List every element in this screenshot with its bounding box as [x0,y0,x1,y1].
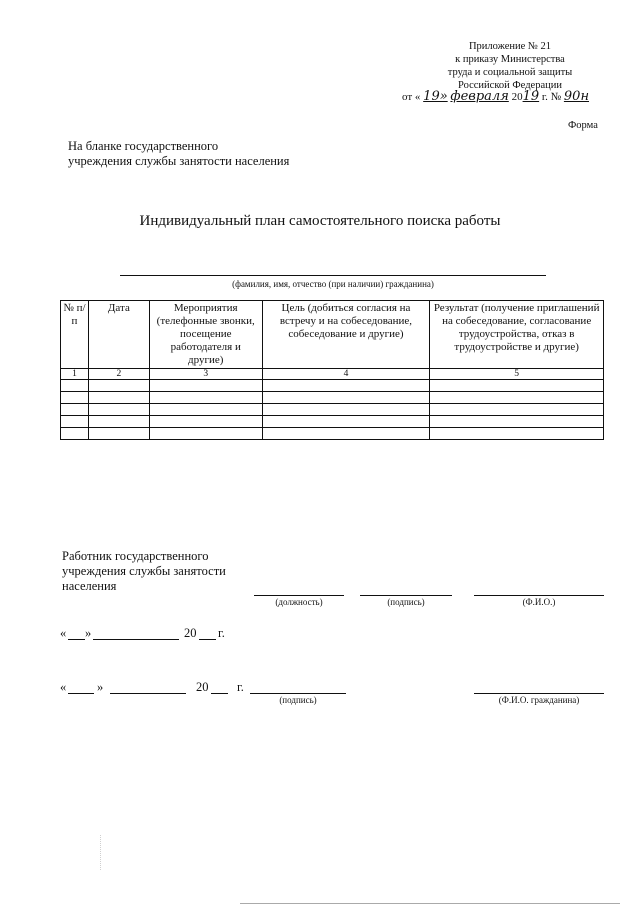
col-number: 1 [61,369,89,380]
citizen-name-line [120,275,546,276]
quote-open: « [60,680,67,694]
table-cell[interactable] [149,428,262,440]
table-cell[interactable] [149,392,262,404]
worker-label-line2: учреждения службы занятости [62,564,226,578]
table-cell[interactable] [88,428,149,440]
month-blank[interactable] [110,693,186,694]
handwritten-day: 19» [423,89,448,104]
table-row [61,404,604,416]
worker-label-line1: Работник государственного [62,549,209,563]
date-prefix: от « [402,91,421,103]
table-cell[interactable] [430,404,604,416]
order-date-line [402,89,617,104]
table-cell[interactable] [61,392,89,404]
table-cell[interactable] [430,380,604,392]
col-header-activities: Мероприятия (телефонные звонки, посещение работодателя и другие) [149,301,262,369]
appendix-order: к приказу Министерства [455,54,565,65]
table-cell[interactable] [88,380,149,392]
table-header-row [61,301,604,369]
quote-close: » [97,680,104,694]
table-cell[interactable] [149,404,262,416]
page-title: Индивидуальный план самостоятельного поиска работы [139,213,501,229]
col-header-number: № п/п [61,301,89,369]
month-blank[interactable] [93,639,179,640]
scan-artifact [100,835,101,870]
table-cell[interactable] [149,380,262,392]
form-label: Форма [568,120,598,131]
plan-table [60,300,604,440]
worker-label [62,549,226,594]
col-number: 4 [262,369,430,380]
table-cell[interactable] [430,428,604,440]
table-cell[interactable] [262,428,430,440]
table-cell[interactable] [61,404,89,416]
number-prefix: г. № [541,91,562,103]
worker-fio-line[interactable] [474,595,604,596]
table-row [61,428,604,440]
citizen-name-caption: (фамилия, имя, отчество (при наличии) гражданина) [232,279,434,289]
table-cell[interactable] [149,416,262,428]
citizen-signature-line[interactable] [250,693,346,694]
letterhead-line1: На бланке государственного [68,139,219,153]
worker-label-line3: населения [62,579,117,593]
year-prefix: 20 [196,680,209,694]
worker-signature-caption: (подпись) [387,597,425,607]
quote-close: » [85,626,92,640]
year-prefix: 20 [184,626,197,640]
worker-fio-caption: (Ф.И.О.) [522,597,556,607]
year-suffix: г. [218,626,225,640]
table-row [61,392,604,404]
table-cell[interactable] [262,380,430,392]
worker-signature-line[interactable] [360,595,452,596]
day-blank[interactable] [68,693,94,694]
citizen-signature-caption: (подпись) [279,695,317,705]
table-cell[interactable] [61,380,89,392]
col-number: 2 [88,369,149,380]
table-cell[interactable] [262,416,430,428]
year-blank[interactable] [199,639,216,640]
citizen-fio-caption: (Ф.И.О. гражданина) [498,695,580,705]
appendix-number: Приложение № 21 [468,41,552,52]
year-prefix: 20 [511,91,523,103]
table-cell[interactable] [430,392,604,404]
position-caption: (должность) [275,597,323,607]
col-header-goal: Цель (добиться согласия на встречу и на собеседование, собеседование и другие) [262,301,430,369]
col-header-date: Дата [88,301,149,369]
handwritten-year: 19 [522,89,540,104]
table-row [61,416,604,428]
col-number: 3 [149,369,262,380]
table-cell[interactable] [88,416,149,428]
scan-edge-line [240,903,620,904]
col-header-result: Результат (получение приглашений на собеседование, согласование трудоустройства, отказ в трудоустройстве и другие) [430,301,604,369]
day-blank[interactable] [68,639,85,640]
letterhead [68,139,289,169]
table-cell[interactable] [262,392,430,404]
table-cell[interactable] [61,416,89,428]
table-cell[interactable] [88,392,149,404]
handwritten-month: февраля [450,89,509,104]
letterhead-line2: учреждения службы занятости населения [68,154,290,168]
handwritten-number: 90н [563,89,590,104]
table-row [61,380,604,392]
citizen-fio-line[interactable] [474,693,604,694]
table-cell[interactable] [262,404,430,416]
year-suffix: г. [237,680,244,694]
appendix-country: Российской Федерации [458,80,562,91]
table-cell[interactable] [430,416,604,428]
table-column-numbers-row [61,369,604,380]
position-line[interactable] [254,595,344,596]
date-line-1 [60,626,260,642]
year-blank[interactable] [211,693,228,694]
col-number: 5 [430,369,604,380]
table-cell[interactable] [61,428,89,440]
appendix-header [420,40,600,92]
table-cell[interactable] [88,404,149,416]
quote-open: « [60,626,67,640]
appendix-ministry: труда и социальной защиты [447,67,573,78]
